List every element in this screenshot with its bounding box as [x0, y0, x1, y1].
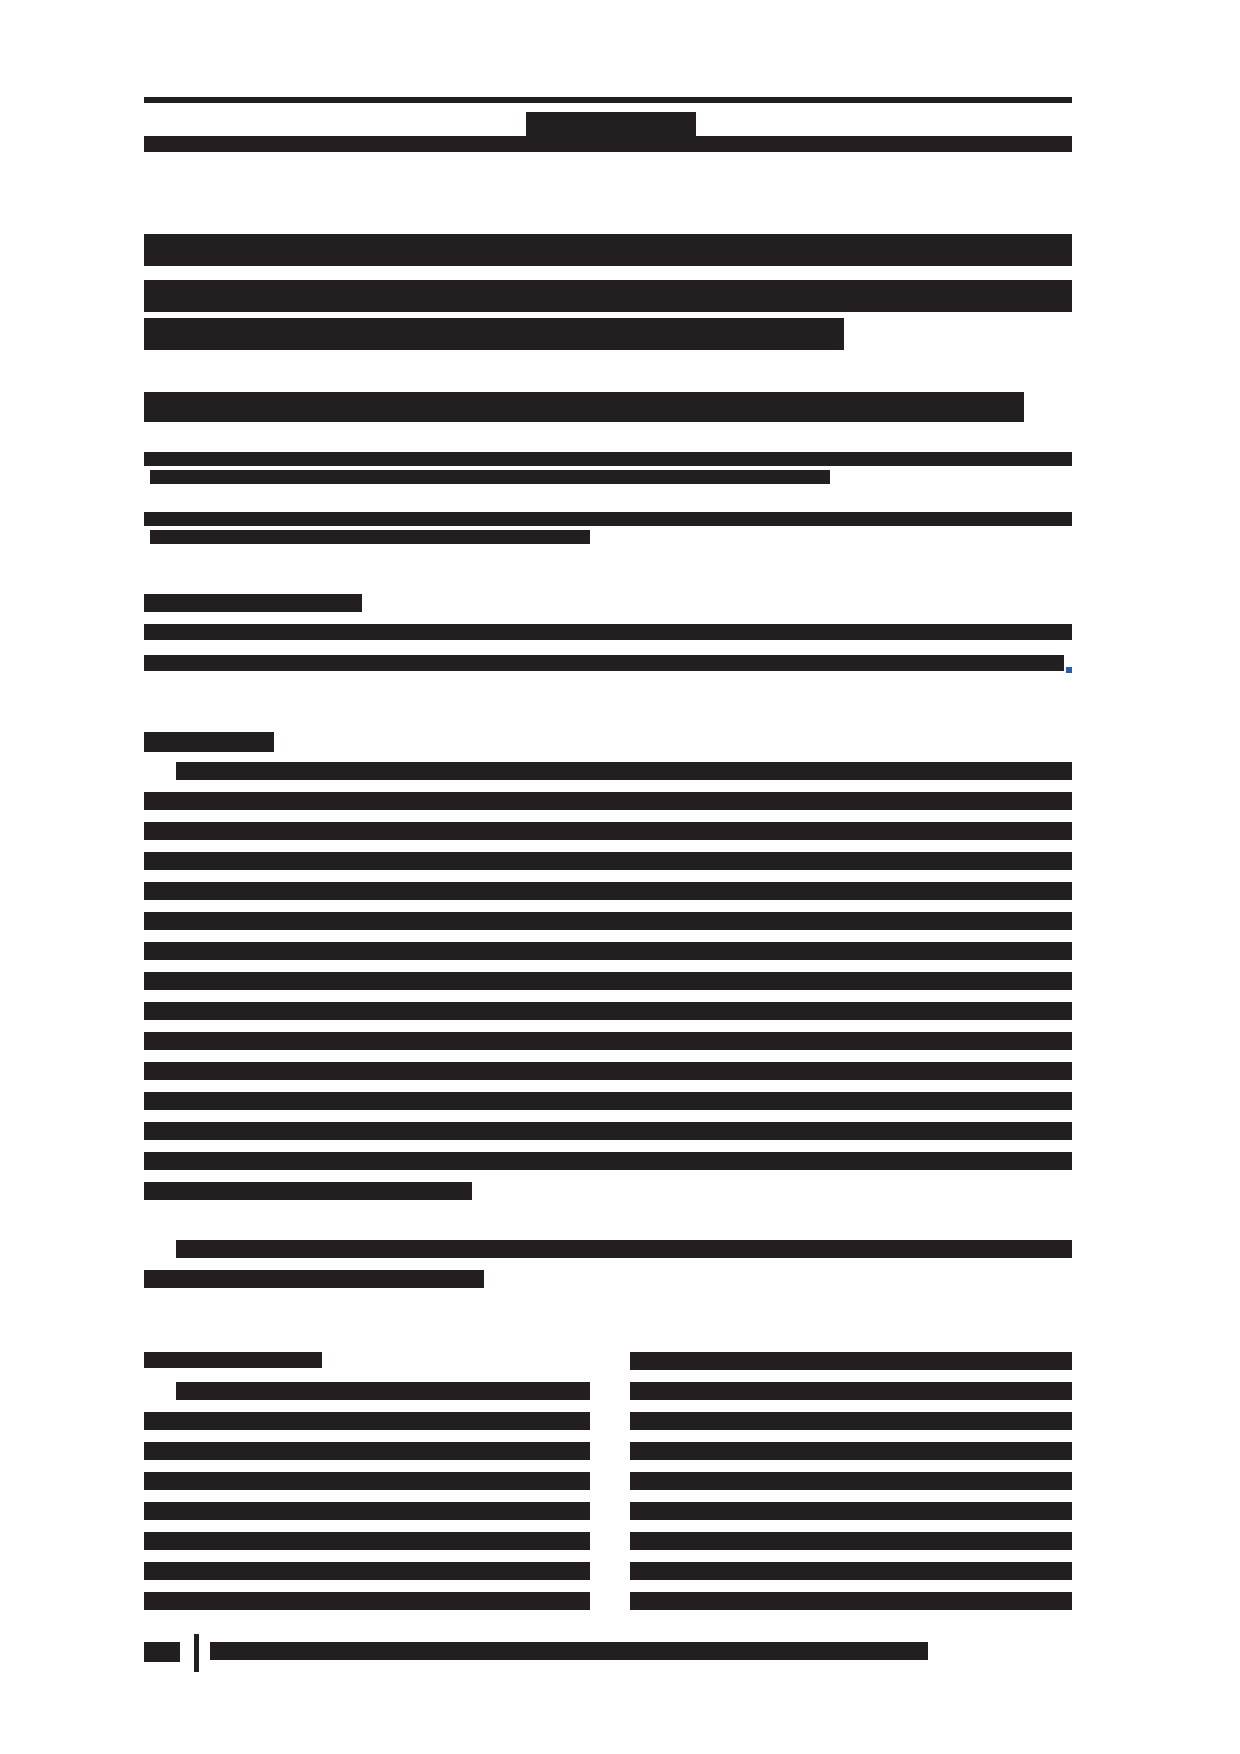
- accent-mark: [1066, 667, 1072, 673]
- left-column-line-redacted: [176, 1382, 590, 1400]
- affiliation-line-redacted: [150, 530, 590, 544]
- affiliation-line-redacted: [144, 512, 1072, 526]
- left-column-line-redacted: [144, 1412, 590, 1430]
- abstract-line-redacted: [144, 912, 1072, 930]
- right-column-line-redacted: [630, 1592, 1072, 1610]
- section-heading-redacted: [144, 594, 362, 612]
- footer-divider: [194, 1634, 199, 1672]
- header-bottom-rule: [144, 136, 1072, 152]
- right-column-line-redacted: [630, 1412, 1072, 1430]
- abstract-line-redacted: [176, 762, 1072, 780]
- abstract-line-redacted: [144, 942, 1072, 960]
- abstract-line-redacted: [144, 1032, 1072, 1050]
- left-column-line-redacted: [144, 1592, 590, 1610]
- right-column-line-redacted: [630, 1502, 1072, 1520]
- abstract-line-redacted: [144, 1122, 1072, 1140]
- abstract-line-redacted: [144, 792, 1072, 810]
- keywords-line-redacted: [176, 1240, 1072, 1258]
- right-column-line-redacted: [630, 1442, 1072, 1460]
- right-column-line-redacted: [630, 1472, 1072, 1490]
- header-top-rule: [144, 97, 1072, 103]
- title-line-redacted: [144, 234, 1072, 266]
- left-column-line-redacted: [144, 1472, 590, 1490]
- title-line-redacted: [144, 318, 844, 350]
- right-column-line-redacted: [630, 1562, 1072, 1580]
- abstract-line-redacted: [144, 972, 1072, 990]
- abstract-line-redacted: [144, 1092, 1072, 1110]
- abstract-line-redacted: [144, 1062, 1072, 1080]
- abstract-line-redacted: [144, 882, 1072, 900]
- footer-page-number-redacted: [144, 1642, 180, 1662]
- right-column-line-redacted: [630, 1382, 1072, 1400]
- abstract-line-redacted: [144, 1182, 472, 1200]
- left-column-line-redacted: [144, 1532, 590, 1550]
- section-line-redacted: [144, 624, 1072, 640]
- title-line-redacted: [144, 280, 1072, 312]
- left-column-line-redacted: [144, 1442, 590, 1460]
- section-line-redacted: [144, 655, 1064, 671]
- keywords-line-redacted: [144, 1270, 484, 1288]
- left-column-line-redacted: [144, 1502, 590, 1520]
- abstract-line-redacted: [144, 852, 1072, 870]
- abstract-line-redacted: [144, 1002, 1072, 1020]
- abstract-line-redacted: [144, 1152, 1072, 1170]
- right-column-line-redacted: [630, 1352, 1072, 1370]
- abstract-heading-redacted: [144, 732, 274, 752]
- footer-journal-line-redacted: [210, 1642, 928, 1660]
- body-heading-redacted: [144, 1352, 322, 1368]
- header-section-label-redacted: [526, 112, 696, 136]
- left-column-line-redacted: [144, 1562, 590, 1580]
- affiliation-line-redacted: [144, 452, 1072, 466]
- authors-line-redacted: [144, 392, 1024, 422]
- abstract-line-redacted: [144, 822, 1072, 840]
- right-column-line-redacted: [630, 1532, 1072, 1550]
- affiliation-line-redacted: [150, 470, 830, 484]
